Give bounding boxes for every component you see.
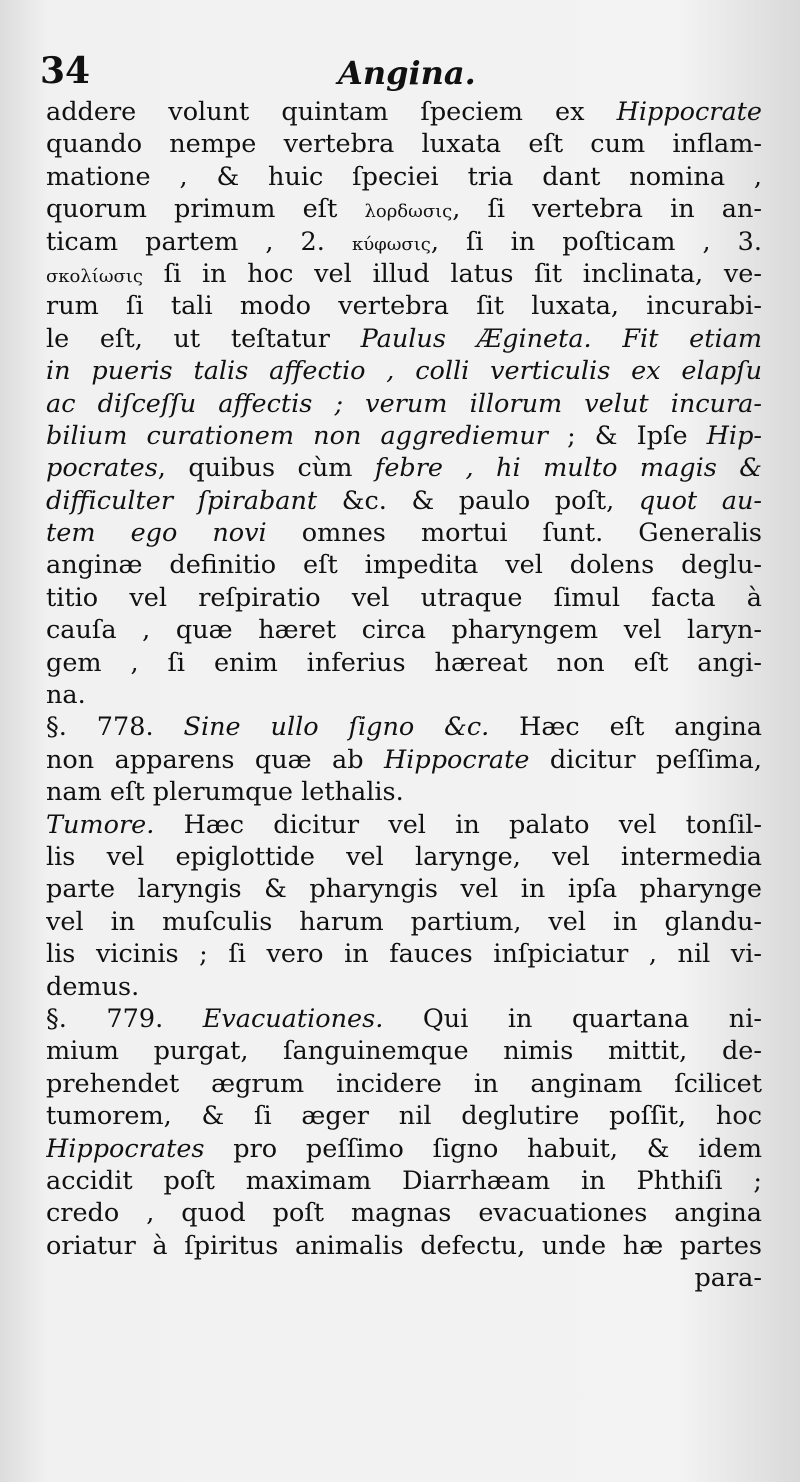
page-number: 34 [40, 50, 91, 92]
catchword: para- [694, 1263, 762, 1294]
text-run: addere volunt quintam ſpeciem ex [46, 97, 617, 127]
section-heading: Sine ullo ſigno &c. [183, 712, 490, 743]
text-run: ſi in hoc vel illud latus ſit inclinata, ve- [142, 258, 762, 289]
text-line [46, 1003, 762, 1035]
text-line: tumorem, & ſi æger nil deglutire poſſit, hoc [46, 1101, 762, 1132]
text-run: &c. & paulo poſt, [317, 485, 639, 516]
text-line: vel in muſculis harum partium, vel in glandu- [46, 906, 762, 937]
text-line [46, 485, 762, 517]
text-run: Hæc dicitur vel in palato vel tonſil- [154, 809, 762, 840]
text-line: prehendet ægrum incidere in anginam ſcilicet [46, 1068, 762, 1099]
italic-quote: febre , hi multo magis & [374, 453, 762, 484]
text-line: demus. [46, 971, 140, 1002]
text-line [46, 420, 762, 452]
text-line [46, 258, 762, 290]
text-line: matione , & huic ſpeciei tria dant nomina , [46, 161, 762, 192]
text-line: parte laryngis & pharyngis vel in ipſa pharynge [46, 874, 762, 905]
text-run: ; & Ipſe [547, 420, 707, 451]
italic-quote: quot au- [638, 485, 762, 516]
text-run: Qui in quartana ni- [383, 1003, 762, 1034]
text-run: quorum primum eſt [46, 194, 365, 225]
text-line [46, 452, 762, 484]
text-run: le eſt, ut teſtatur [46, 323, 361, 354]
text-run: non apparens quæ ab [46, 744, 384, 775]
text-line [46, 809, 762, 841]
text-run: , ſi in poſticam , 3. [430, 226, 762, 257]
text-line: accidit poſt maximam Diarrhæam in Phthiſi ; [46, 1165, 762, 1196]
text-line: na. [46, 680, 86, 711]
text-line [46, 96, 762, 128]
text-line: anginæ definitio eſt impedita vel dolens deglu- [46, 550, 762, 581]
greek-term: λορδωσις [364, 201, 453, 223]
text-run: omnes mortui ſunt. Generalis [266, 518, 762, 549]
text-line [46, 744, 762, 776]
text-run: Hæc eſt angina [489, 712, 762, 743]
text-line: lis vicinis ; ſi vero in fauces inſpiciatur , nil vi- [46, 939, 762, 970]
section-number: §. 779. [46, 1003, 203, 1034]
text-line: gem , ſi enim inferius hæreat non eſt angi- [46, 647, 762, 678]
italic-name: pocrates [46, 453, 158, 484]
text-line: in pueris talis affectio , colli verticulis ex elapſu [46, 356, 762, 387]
text-run: dicitur peſſima, [529, 744, 762, 775]
text-line: cauſa , quæ hæret circa pharyngem vel laryn- [46, 615, 762, 646]
italic-quote: Fit etiam [591, 323, 762, 354]
italic-quote: tem ego novi [46, 518, 267, 549]
section-heading: Tumore. [46, 809, 155, 840]
italic-name: Hippocrates [46, 1133, 205, 1164]
italic-name: Hip- [706, 420, 762, 451]
section-heading: Evacuationes. [202, 1003, 384, 1034]
text-line [46, 193, 762, 225]
text-line [46, 517, 762, 549]
italic-quote: difficulter ſpirabant [46, 485, 318, 516]
page-header [40, 50, 760, 100]
text-line: mium purgat, ſanguinemque nimis mittit, de- [46, 1036, 762, 1067]
text-line: quando nempe vertebra luxata eſt cum inflam- [46, 129, 762, 160]
section-number: §. 778. [46, 712, 184, 743]
text-run: pro peſſimo ſigno habuit, & idem [204, 1133, 762, 1164]
text-line: nam eſt plerumque lethalis. [46, 777, 404, 808]
text-line [46, 1133, 762, 1165]
italic-name: Hippocrate [384, 744, 530, 775]
italic-name: Hippocrate [616, 97, 762, 127]
text-line: credo , quod poſt magnas evacuationes angina [46, 1198, 762, 1229]
body-text [46, 96, 762, 1294]
italic-name: Paulus Ægineta. [360, 323, 592, 354]
text-line [46, 226, 762, 258]
text-line: lis vel epiglottide vel larynge, vel intermedia [46, 841, 762, 872]
text-line [46, 323, 762, 355]
greek-term: σκολίωσις [46, 265, 143, 287]
text-run: , quibus cùm [157, 453, 375, 484]
italic-quote: bilium curationem non aggrediemur [46, 420, 548, 451]
text-line: ac diſceſſu affectis ; verum illorum velut incura- [46, 388, 762, 419]
text-line: rum ſi tali modo vertebra ſit luxata, incurabi- [46, 291, 762, 322]
text-run: , ſi vertebra in an- [452, 194, 762, 225]
text-line: oriatur à ſpiritus animalis defectu, unde hæ partes [46, 1230, 762, 1261]
text-line [46, 711, 762, 743]
text-line: titio vel reſpiratio vel utraque ſimul facta à [46, 582, 762, 613]
text-run: ticam partem , 2. [46, 226, 352, 257]
running-head: Angina. [338, 54, 476, 92]
greek-term: κύφωσις [351, 233, 431, 255]
